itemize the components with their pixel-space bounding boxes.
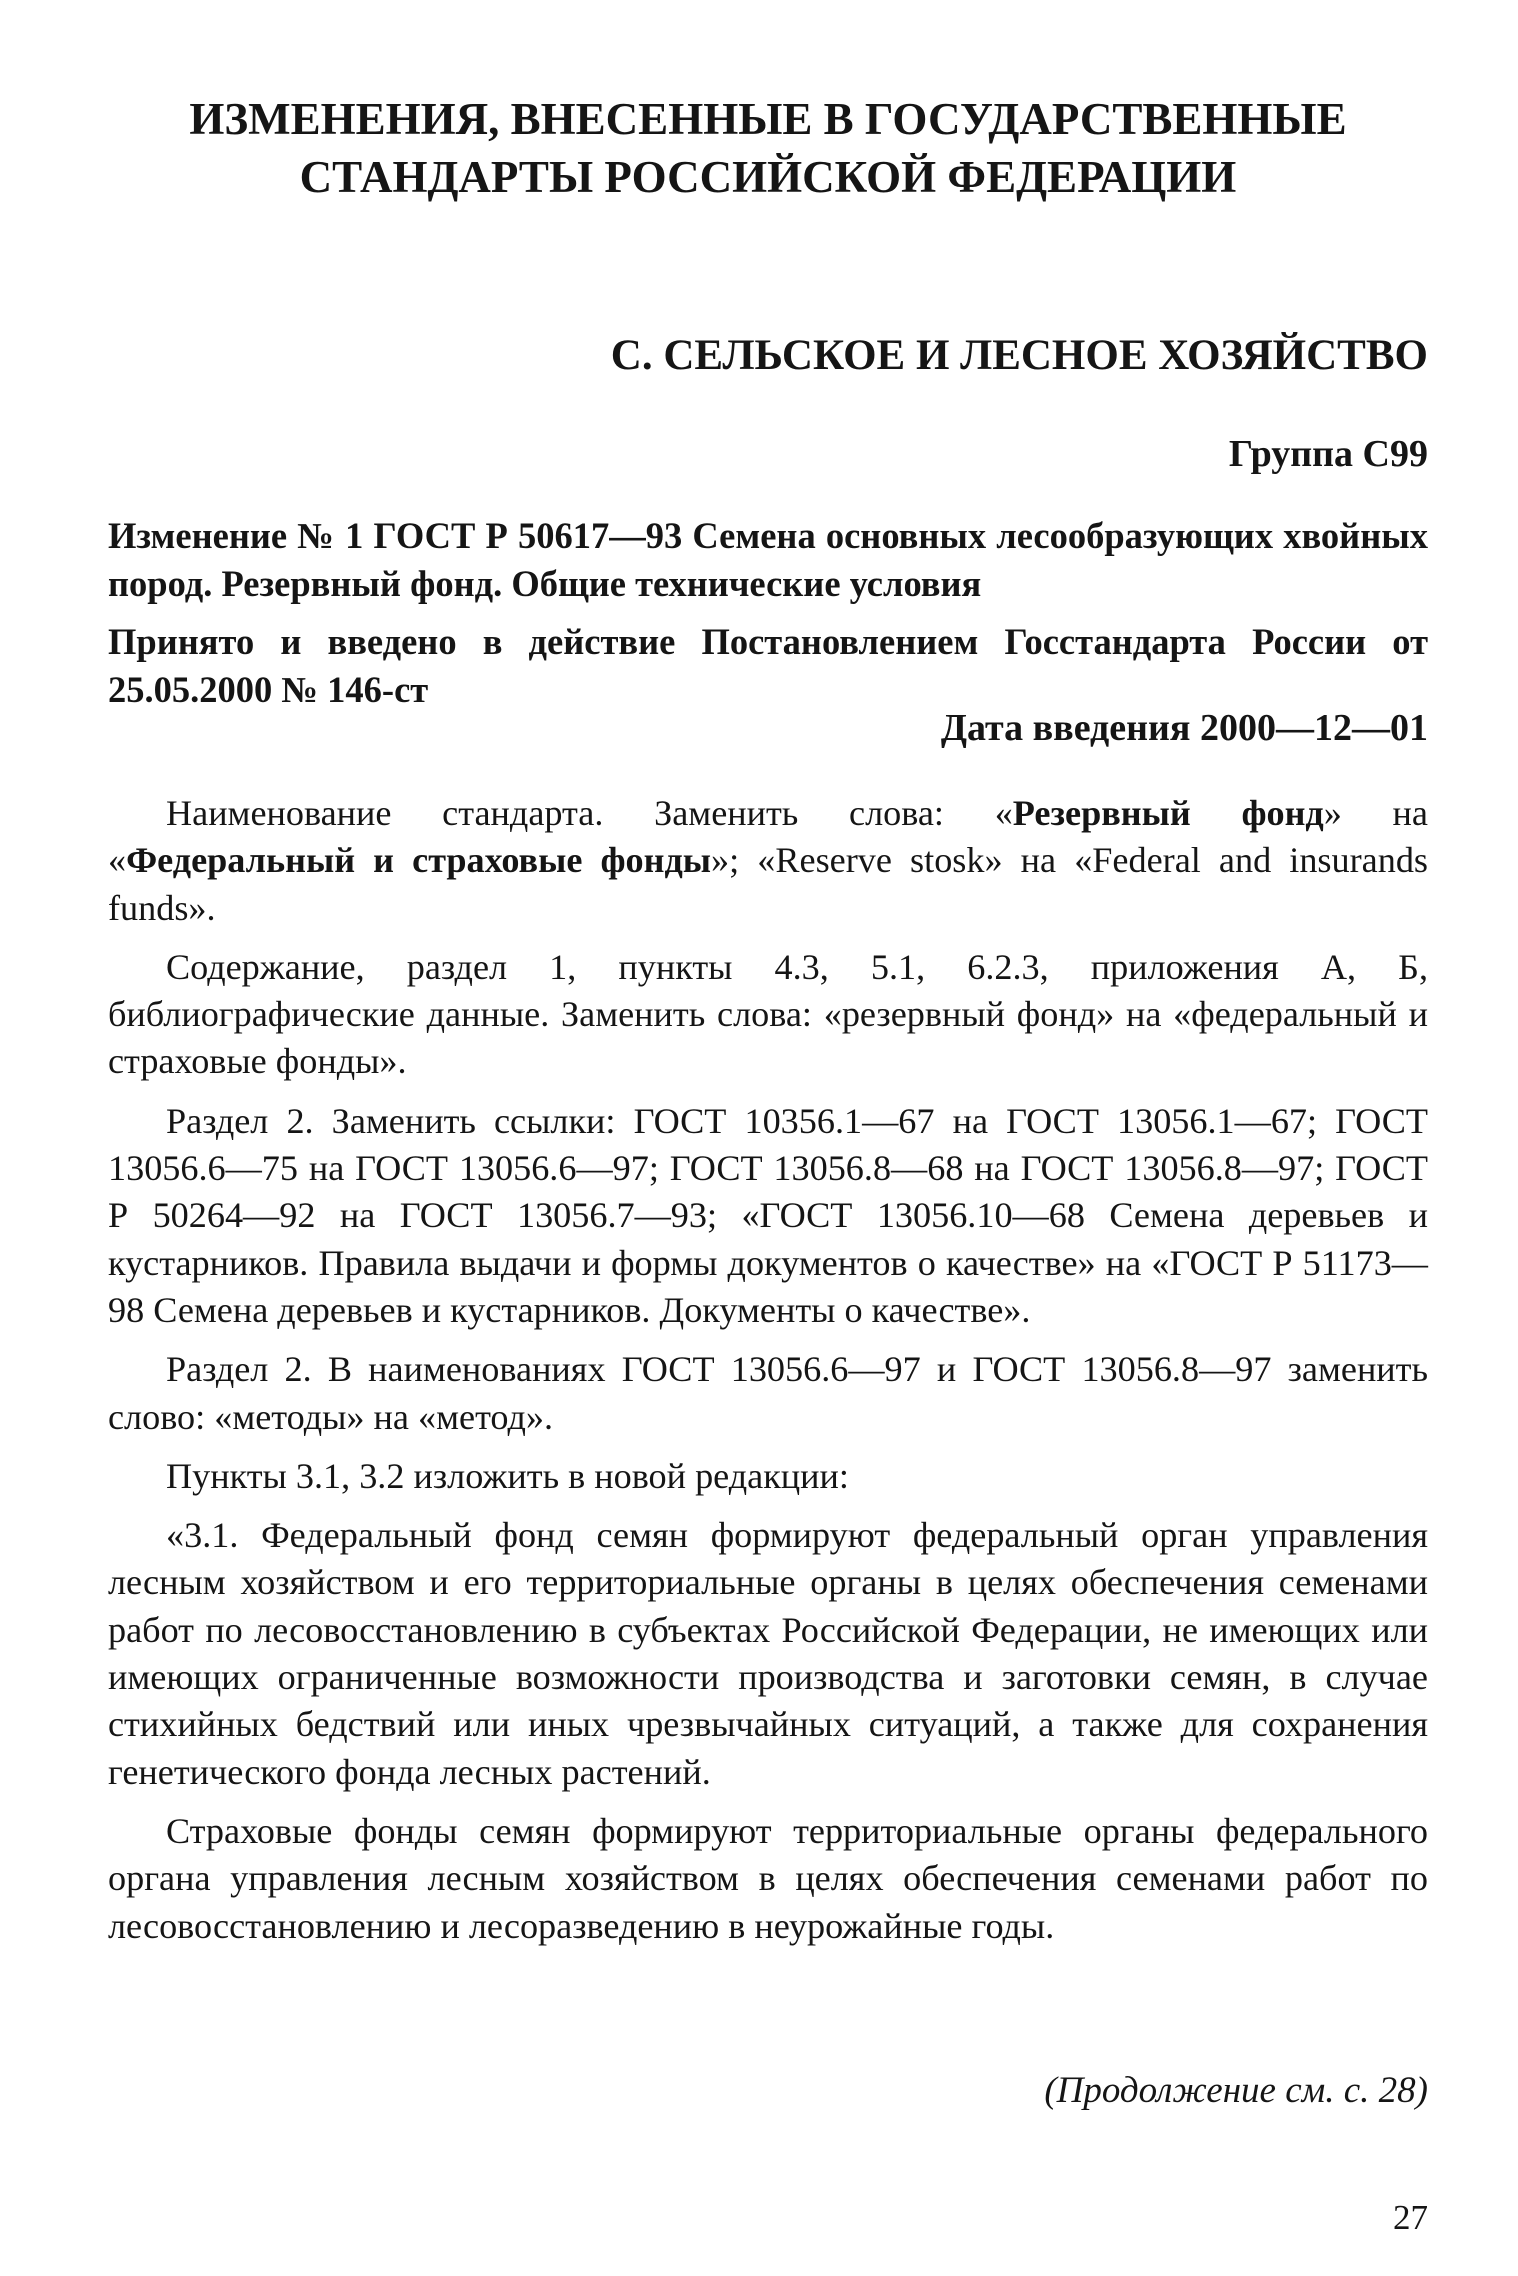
paragraph-contents: Содержание, раздел 1, пункты 4.3, 5.1, 6.2.3, приложения А, Б, библиографические данные. Заменить слова: «резервный фонд» на «федеральный и страховые фонды». <box>108 946 1428 1082</box>
section-title: С. СЕЛЬСКОЕ И ЛЕСНОЕ ХОЗЯЙСТВО <box>610 332 1428 379</box>
page-number: 27 <box>1393 2198 1428 2237</box>
page-title-line-2: СТАНДАРТЫ РОССИЙСКОЙ ФЕДЕРАЦИИ <box>299 152 1237 202</box>
paragraph-standard-name <box>108 790 1428 932</box>
introduction-date: Дата введения 2000—12—01 <box>940 707 1428 749</box>
adoption-statement: Принято и введено в действие Постановлением Госстандарта России от 25.05.2000 № 146-ст <box>108 621 1428 710</box>
group-code: Группа С99 <box>1228 433 1428 475</box>
paragraph-items-3: Пункты 3.1, 3.2 изложить в новой редакции: <box>166 1455 849 1496</box>
bold-phrase: Резервный фонд <box>1012 793 1324 833</box>
bold-phrase: Федеральный и страховые фонды <box>126 840 712 881</box>
change-title: Изменение № 1 ГОСТ Р 50617—93 Семена основных лесообразующих хвойных пород. Резервный фонд. Общие технические условия <box>108 515 1428 604</box>
paragraph-insurance-funds: Страховые фонды семян формируют территориальные органы федерального органа управления лесным хозяйством в целях обеспечения семенами работ по лесовосстановлению и лесоразведению в неурожайные годы. <box>108 1810 1428 1946</box>
paragraph-section-2-names: Раздел 2. В наименованиях ГОСТ 13056.6—97 и ГОСТ 13056.8—97 заменить слово: «методы» на «метод». <box>108 1349 1428 1437</box>
page-title <box>108 90 1428 206</box>
paragraph-text: » на « <box>108 793 1428 881</box>
document-body <box>108 790 1428 1962</box>
paragraph-federal-fund: «3.1. Федеральный фонд семян формируют федеральный орган управления лесным хозяйством и его территориальные органы в целях обеспечения семенами работ по лесовосстановлению в субъектах Российской Федерации, не имеющих или имеющих ограниченные возможности производства и заготовки семян, в случае стихийных бедствий или иных чрезвычайных ситуаций, а также для сохранения генетического фонда лесных растений. <box>108 1515 1428 1792</box>
paragraph-section-2-references: Раздел 2. Заменить ссылки: ГОСТ 10356.1—67 на ГОСТ 13056.1—67; ГОСТ 13056.6—75 на ГОСТ 13056.6—97; ГОСТ 13056.8—68 на ГОСТ 13056.8—97; ГОСТ Р 50264—92 на ГОСТ 13056.7—93; «ГОСТ 13056.10—68 Семена деревьев и кустарников. Правила выдачи и формы документов о качестве» на «ГОСТ Р 51173—98 Семена деревьев и кустарников. Документы о качестве». <box>108 1100 1428 1330</box>
paragraph-text: »; «Reserve stosk» на «Federal and insurands funds». <box>108 840 1428 928</box>
paragraph-text: Наименование стандарта. Заменить слова: « <box>166 793 1013 833</box>
continued-note: (Продолжение см. с. 28) <box>1044 2070 1428 2111</box>
page-title-line-1: ИЗМЕНЕНИЯ, ВНЕСЕННЫЕ В ГОСУДАРСТВЕННЫЕ <box>189 94 1347 144</box>
